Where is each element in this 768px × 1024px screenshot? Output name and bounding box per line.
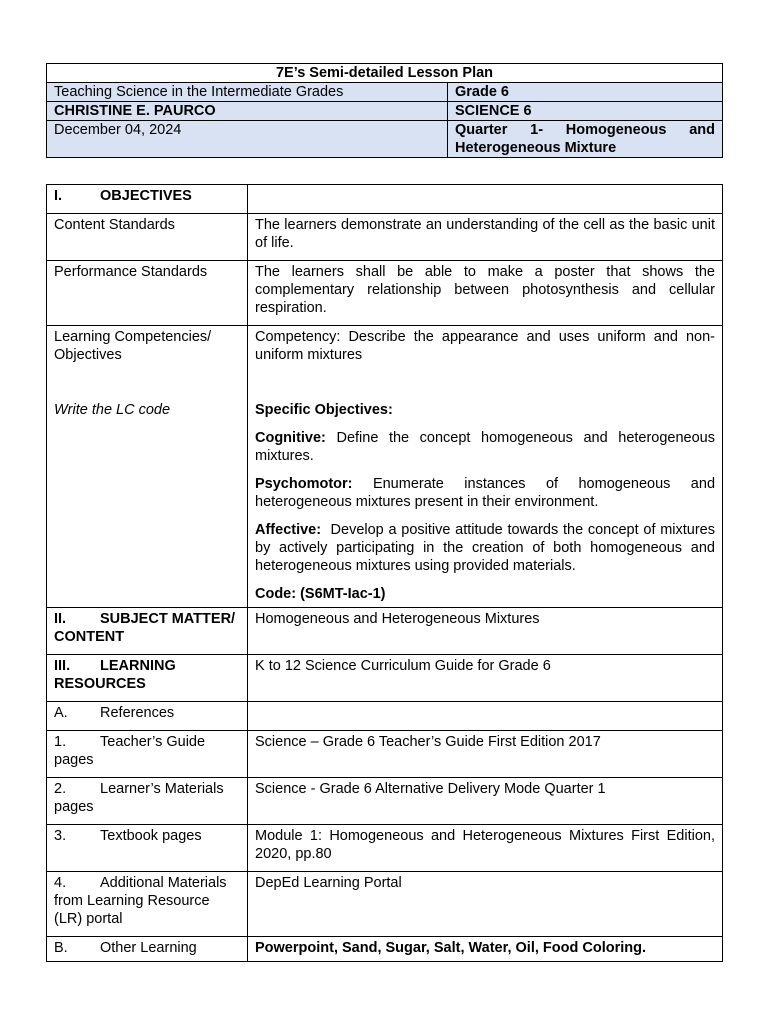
performance-standards-row <box>47 261 723 326</box>
additional-materials-label <box>47 872 248 937</box>
learners-materials-label <box>47 778 248 825</box>
item-label: Additional Materials from Learning Resource (LR) portal <box>54 875 227 927</box>
teachers-guide-value: Science – Grade 6 Teacher’s Guide First Edition 2017 <box>248 731 723 778</box>
quarter-topic: Quarter 1- Homogeneous and Heterogeneous Mixture <box>448 121 723 158</box>
item-number: 3. <box>54 828 67 844</box>
subject-matter-heading <box>47 608 248 655</box>
section-number: III. <box>54 658 71 674</box>
grade-level: Grade 6 <box>448 83 723 102</box>
competencies-value-cell <box>248 326 723 608</box>
references-value <box>248 702 723 731</box>
section-label: OBJECTIVES <box>100 188 192 204</box>
psychomotor-label: Psychomotor: <box>255 476 353 492</box>
other-learning-value: Powerpoint, Sand, Sugar, Salt, Water, Oil, Food Coloring. <box>248 937 723 962</box>
objectives-heading <box>47 185 248 214</box>
item-label: References <box>100 705 175 721</box>
textbook-row <box>47 825 723 872</box>
item-number: 4. <box>54 875 67 891</box>
performance-standards-value: The learners shall be able to make a poster that shows the complementary relationship between photosynthesis and cellular respiration. <box>248 261 723 326</box>
learners-materials-row <box>47 778 723 825</box>
lesson-date: December 04, 2024 <box>47 121 448 158</box>
affective-objective <box>255 521 715 575</box>
textbook-value: Module 1: Homogeneous and Heterogeneous Mixtures First Edition, 2020, pp.80 <box>248 825 723 872</box>
psychomotor-text: Enumerate instances of homogeneous and heterogeneous mixtures present in their environment. <box>255 476 716 510</box>
affective-label: Affective: <box>255 522 322 538</box>
item-number: 2. <box>54 781 67 797</box>
item-label: Learner’s Materials pages <box>54 781 224 815</box>
subject-name: SCIENCE 6 <box>448 102 723 121</box>
textbook-label <box>47 825 248 872</box>
teacher-name: CHRISTINE E. PAURCO <box>47 102 448 121</box>
psychomotor-objective <box>255 475 715 511</box>
learning-resources-heading <box>47 655 248 702</box>
competencies-row <box>47 326 723 608</box>
section-number: II. <box>54 611 67 627</box>
other-learning-row <box>47 937 723 962</box>
cognitive-objective <box>255 429 715 465</box>
course-name: Teaching Science in the Intermediate Grades <box>47 83 448 102</box>
section-number: I. <box>54 188 63 204</box>
affective-text: Develop a positive attitude towards the concept of mixtures by actively participating in the creation of both homogeneous and heterogeneous mixtures using provided materials. <box>255 522 715 574</box>
content-standards-value: The learners demonstrate an understanding of the cell as the basic unit of life. <box>248 214 723 261</box>
competencies-label-cell <box>47 326 248 608</box>
item-number: A. <box>54 705 68 721</box>
item-label: Textbook pages <box>100 828 202 844</box>
item-number: 1. <box>54 734 67 750</box>
references-label <box>47 702 248 731</box>
learning-resources-row <box>47 655 723 702</box>
lc-code-label: Write the LC code <box>54 402 171 418</box>
subject-matter-value: Homogeneous and Heterogeneous Mixtures <box>248 608 723 655</box>
references-row <box>47 702 723 731</box>
objectives-row <box>47 185 723 214</box>
learning-resources-value: K to 12 Science Curriculum Guide for Grade 6 <box>248 655 723 702</box>
section-label: SUBJECT MATTER/ CONTENT <box>54 611 236 645</box>
teachers-guide-label <box>47 731 248 778</box>
lesson-plan-table <box>46 184 723 962</box>
lc-code: Code: (S6MT-Iac-1) <box>255 586 386 602</box>
item-label: Other Learning <box>100 940 197 956</box>
objectives-value <box>248 185 723 214</box>
additional-materials-value: DepEd Learning Portal <box>248 872 723 937</box>
competency-text: Competency: Describe the appearance and uses uniform and non-uniform mixtures <box>255 329 715 363</box>
item-label: Teacher’s Guide pages <box>54 734 206 768</box>
cognitive-label: Cognitive: <box>255 430 326 446</box>
specific-objectives-heading: Specific Objectives: <box>255 402 393 418</box>
performance-standards-label: Performance Standards <box>47 261 248 326</box>
subject-matter-row <box>47 608 723 655</box>
content-standards-label: Content Standards <box>47 214 248 261</box>
content-standards-row <box>47 214 723 261</box>
cognitive-text: Define the concept homogeneous and heterogeneous mixtures. <box>255 430 715 464</box>
other-learning-label <box>47 937 248 962</box>
header-table <box>46 63 723 158</box>
additional-materials-row <box>47 872 723 937</box>
teachers-guide-row <box>47 731 723 778</box>
learners-materials-value: Science - Grade 6 Alternative Delivery Mode Quarter 1 <box>248 778 723 825</box>
item-number: B. <box>54 940 68 956</box>
section-label: LEARNING RESOURCES <box>54 658 176 692</box>
lesson-plan-title: 7E’s Semi-detailed Lesson Plan <box>47 64 723 83</box>
competencies-label: Learning Competencies/ Objectives <box>54 329 212 363</box>
